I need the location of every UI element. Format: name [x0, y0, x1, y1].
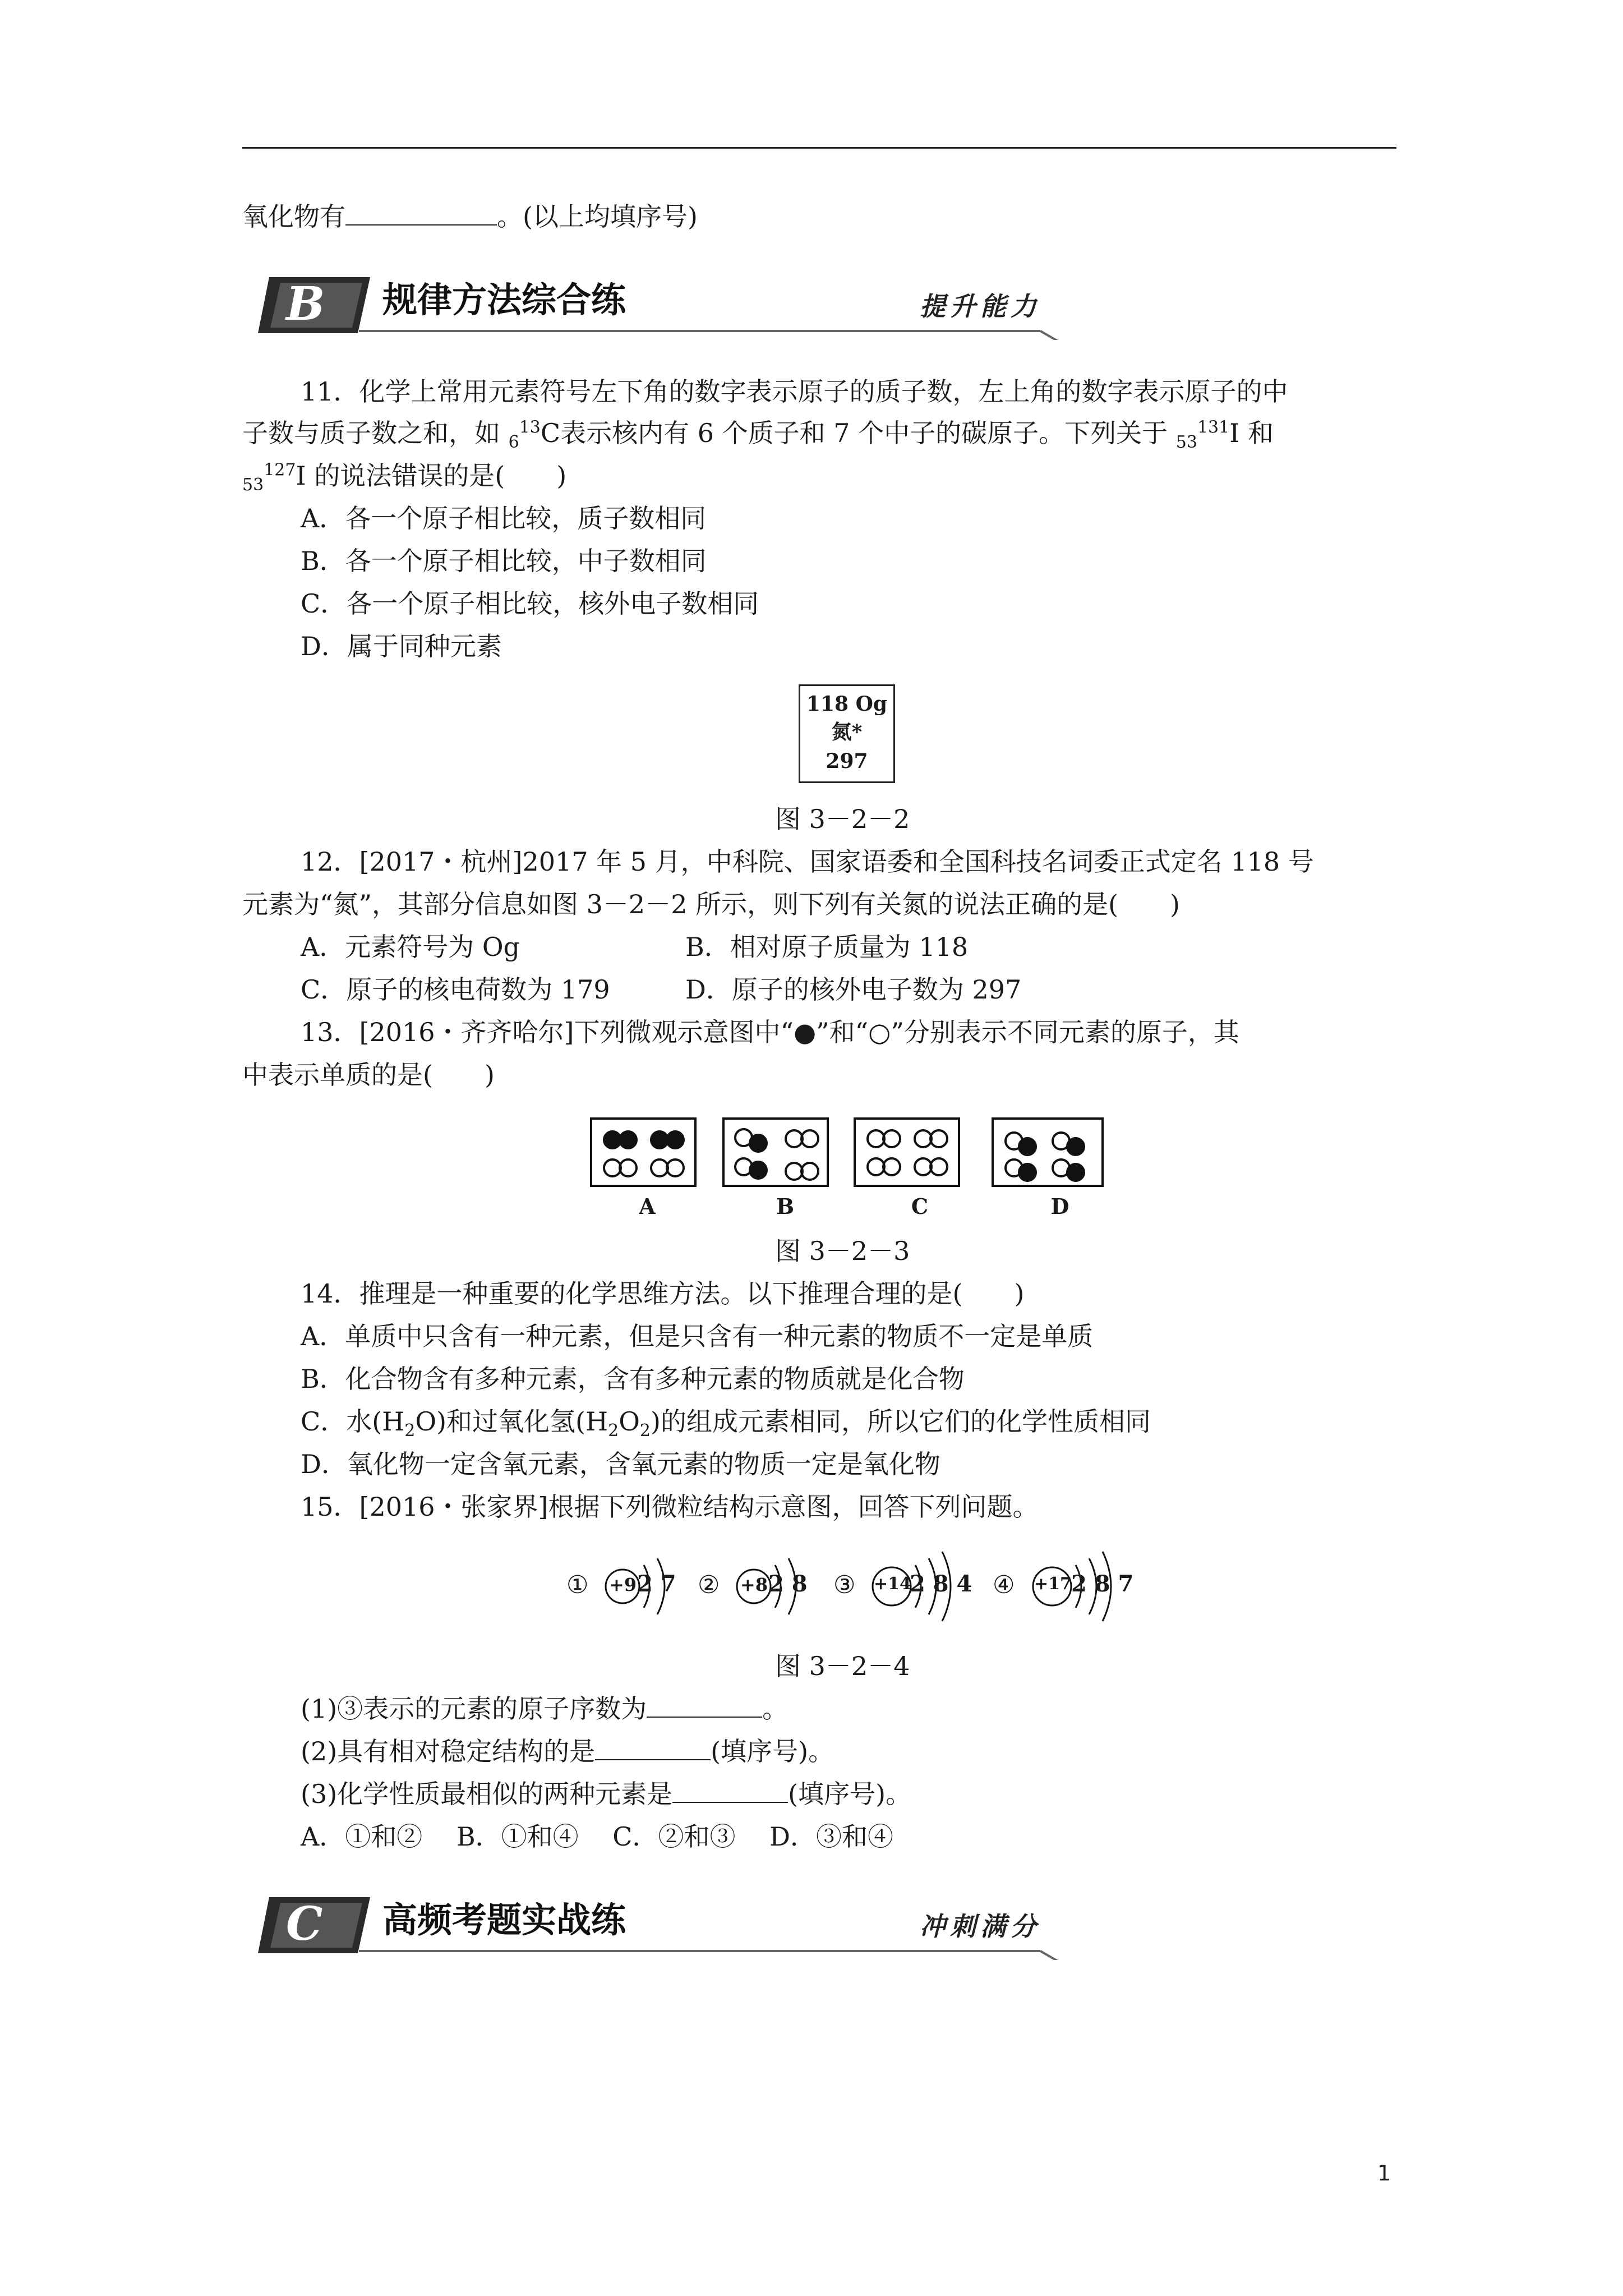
atom-shells-4: 2 8 7 — [1071, 1571, 1134, 1597]
atom-nucleus-2: +8 — [740, 1574, 768, 1595]
fig-3-2-4-caption: 图 3－2－4 — [775, 1651, 910, 1681]
q14-c-sub2: 2 — [608, 1421, 619, 1441]
molecule-box-a — [591, 1119, 695, 1186]
atom-shells-2: 2 8 — [768, 1571, 808, 1597]
q11-option-a[interactable]: A．各一个原子相比较，质子数相同 — [301, 503, 707, 533]
q14-c-sub3: 2 — [639, 1421, 651, 1441]
header-suffix: 。(以上均填序号) — [497, 201, 698, 232]
q11-option-d[interactable]: D．属于同种元素 — [301, 631, 502, 661]
molecule-box-d — [993, 1119, 1103, 1186]
element-card-og — [799, 684, 895, 783]
section-b-title: 规律方法综合练 — [382, 279, 626, 320]
q11-text-c: 和 — [1239, 418, 1274, 448]
q15-sub3-text: (3)化学性质最相似的两种元素是 — [301, 1779, 673, 1809]
q14-option-d[interactable]: D．氧化物一定含氧元素，含氧元素的物质一定是氧化物 — [301, 1449, 940, 1479]
answer-blank[interactable] — [345, 200, 497, 226]
q14-option-a[interactable]: A．单质中只含有一种元素，但是只含有一种元素的物质不一定是单质 — [301, 1321, 1094, 1351]
element-card-line1: 118 Og — [806, 692, 888, 716]
q11-line3 — [242, 459, 566, 493]
fig-3-2-3-caption: 图 3－2－3 — [775, 1236, 910, 1266]
q15-sub1-text: (1)③表示的元素的原子序数为 — [301, 1694, 647, 1724]
q14-option-c[interactable] — [301, 1405, 1151, 1441]
q15-choices[interactable]: A．①和② B．①和④ C．②和③ D．③和④ — [301, 1821, 893, 1852]
q15-sub2-blank[interactable] — [595, 1734, 711, 1760]
atom-mark-3: ③ — [833, 1571, 856, 1599]
fig-3-2-2-caption: 图 3－2－2 — [775, 804, 910, 834]
q11-i2-sub: 53 — [242, 475, 264, 495]
q13-line1: 13．[2016・齐齐哈尔]下列微观示意图中“●”和“○”分别表示不同元素的原子，其 — [301, 1017, 1239, 1047]
atom-shells-1: 2 7 — [637, 1571, 676, 1597]
q14-c-part1: C．水(H — [301, 1406, 405, 1437]
molecule-label-c: C — [911, 1194, 929, 1219]
q11-line1: 11．化学上常用元素符号左下角的数字表示原子的质子数，左上角的数字表示原子的中 — [301, 376, 1288, 407]
q12-option-c[interactable]: C．原子的核电荷数为 179 — [301, 974, 610, 1005]
molecule-box-c — [855, 1119, 959, 1186]
q11-text-d: 的说法错误的是( ) — [306, 461, 567, 491]
q15-sub1 — [301, 1692, 788, 1726]
q12-line1: 12．[2017・杭州]2017 年 5 月，中科院、国家语委和全国科技名词委正式定名 118 号 — [301, 846, 1314, 877]
section-c-letter: C — [286, 1897, 323, 1951]
header-rule — [242, 147, 1396, 149]
q12-option-a[interactable]: A．元素符号为 Og — [301, 932, 520, 962]
q11-c-sup: 13 — [519, 417, 541, 438]
q12-option-d[interactable]: D．原子的核外电子数为 297 — [685, 974, 1022, 1005]
q12-line2: 元素为“氮”，其部分信息如图 3－2－2 所示，则下列有关氮的说法正确的是( ) — [242, 889, 1180, 919]
section-c-title: 高频考题实战练 — [382, 1899, 626, 1940]
molecule-label-b: B — [776, 1194, 795, 1219]
header-prefix: 氧化物有 — [242, 201, 345, 232]
q11-c-sub: 6 — [508, 432, 519, 453]
q11-i2-sup: 127 — [264, 460, 296, 480]
molecule-box-b — [723, 1119, 828, 1186]
header-line — [242, 200, 698, 233]
section-b-letter: B — [286, 277, 325, 331]
q15-sub2 — [301, 1734, 834, 1768]
molecule-label-a: A — [639, 1194, 656, 1219]
element-card-line2: 氮* — [831, 720, 863, 744]
fig-3-2-3-diagrams — [589, 1116, 1110, 1189]
q11-option-c[interactable]: C．各一个原子相比较，核外电子数相同 — [301, 588, 759, 619]
q14-c-sub1: 2 — [404, 1421, 416, 1441]
q14-option-b[interactable]: B．化合物含有多种元素，含有多种元素的物质就是化合物 — [301, 1364, 965, 1394]
q12-option-b[interactable]: B．相对原子质量为 118 — [685, 932, 969, 962]
q11-i1-sup: 131 — [1197, 417, 1230, 438]
atom-nucleus-4: +17 — [1034, 1574, 1072, 1594]
section-c-subtitle: 冲刺满分 — [920, 1911, 1041, 1941]
atom-mark-1: ① — [566, 1571, 589, 1599]
molecule-label-d: D — [1050, 1194, 1069, 1219]
q14-c-part4: )的组成元素相同，所以它们的化学性质相同 — [651, 1406, 1151, 1437]
page-number: 1 — [1377, 2161, 1391, 2185]
q11-text-b: 表示核内有 6 个质子和 7 个中子的碳原子。下列关于 — [560, 418, 1176, 448]
q15-sub1-blank[interactable] — [647, 1692, 762, 1718]
q15-stem: 15．[2016・张家界]根据下列微粒结构示意图，回答下列问题。 — [301, 1492, 1039, 1522]
atom-mark-4: ④ — [993, 1571, 1015, 1599]
atom-nucleus-3: +14 — [874, 1574, 911, 1594]
q14-stem: 14．推理是一种重要的化学思维方法。以下推理合理的是( ) — [301, 1278, 1025, 1309]
q15-sub2-end: (填序号)。 — [711, 1736, 834, 1766]
atom-mark-2: ② — [698, 1571, 720, 1599]
q13-line2: 中表示单质的是( ) — [242, 1060, 495, 1090]
molecule-boxes — [589, 1116, 1110, 1189]
atom-shells-3: 2 8 4 — [910, 1571, 972, 1597]
q11-i1-symbol: I — [1229, 418, 1240, 448]
q15-sub1-end: 。 — [762, 1694, 789, 1724]
atom-nucleus-1: +9 — [609, 1574, 637, 1595]
q14-c-part3: O — [619, 1406, 640, 1437]
element-card-line3: 297 — [826, 749, 868, 773]
q15-sub2-text: (2)具有相对稳定结构的是 — [301, 1736, 596, 1766]
q11-c-symbol: C — [540, 418, 561, 448]
q15-sub3 — [301, 1777, 911, 1811]
q11-line2 — [242, 416, 1274, 453]
section-b-subtitle: 提升能力 — [920, 291, 1041, 321]
q11-text-a: 子数与质子数之和，如 — [242, 418, 509, 448]
q11-option-b[interactable]: B．各一个原子相比较，中子数相同 — [301, 546, 707, 576]
q11-i1-sub: 53 — [1175, 432, 1197, 453]
q15-sub3-blank[interactable] — [672, 1777, 788, 1803]
section-c-banner — [258, 1893, 1066, 1960]
q15-sub3-end: (填序号)。 — [788, 1779, 912, 1809]
section-b-banner — [258, 273, 1066, 340]
q11-i2-symbol: I — [296, 461, 306, 491]
fig-3-2-4-diagrams — [566, 1548, 1138, 1632]
q14-c-part2: O)和过氧化氢(H — [415, 1406, 608, 1437]
